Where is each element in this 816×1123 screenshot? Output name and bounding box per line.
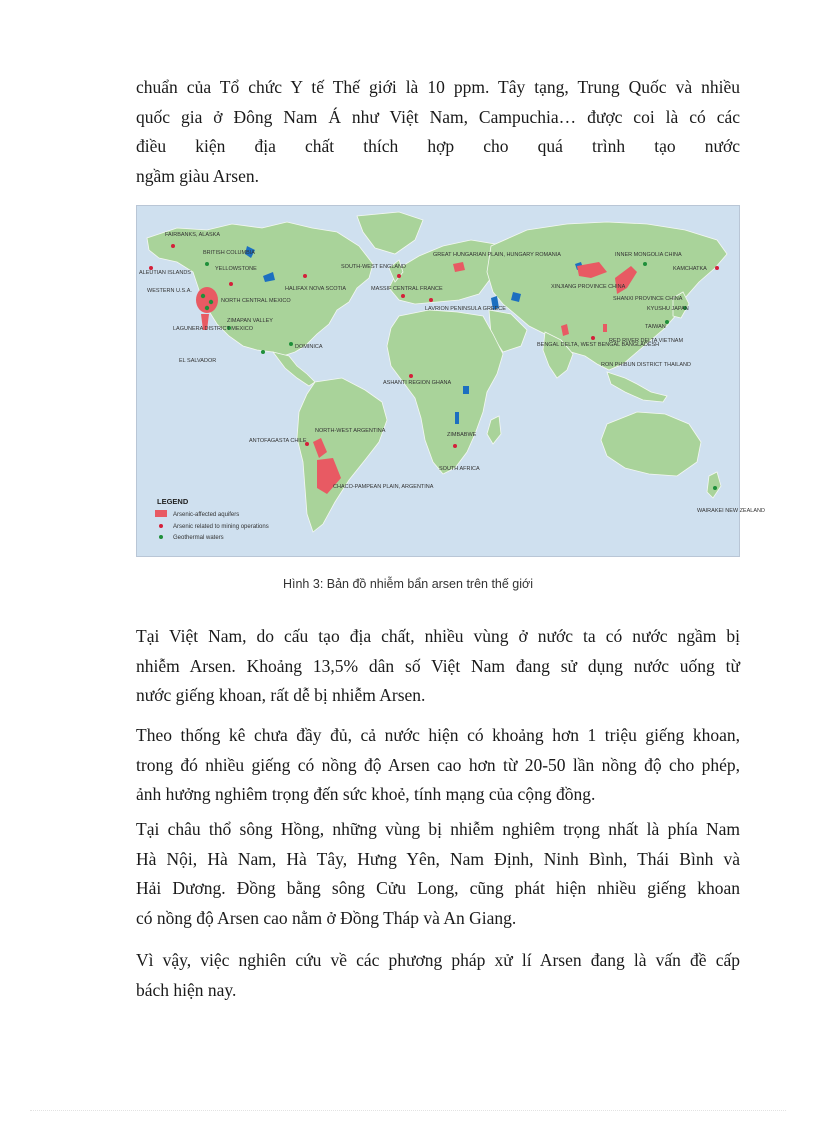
map-label: DOMINICA [295, 344, 323, 350]
text-line: Tại Việt Nam, do cấu tạo địa chất, nhiều vùng ở nước ta có nước ngầm bị [136, 626, 740, 646]
geothermal-site-dot [643, 262, 647, 266]
paragraph-red-river-delta [136, 815, 740, 933]
map-label: NORTH CENTRAL MEXICO [221, 298, 291, 304]
map-label: CHACO-PAMPEAN PLAIN, ARGENTINA [333, 484, 434, 490]
region-southeast-asia [607, 372, 667, 402]
map-label: RED RIVER DELTA VIETNAM [609, 338, 684, 344]
map-label: BRITISH COLUMBIA [203, 250, 255, 256]
map-label: MASSIF CENTRAL FRANCE [371, 286, 443, 292]
mining-site-dot [397, 274, 401, 278]
geothermal-site-dot [261, 350, 265, 354]
map-label: KYUSHU JAPAN [647, 306, 689, 312]
continent-australia [601, 412, 701, 476]
legend-item: Arsenic related to mining operations [173, 524, 269, 530]
map-label: ANTOFAGASTA CHILE [249, 438, 307, 444]
legend-item: Geothermal waters [173, 535, 224, 541]
legend-title: LEGEND [157, 497, 189, 506]
map-label: XINJIANG PROVINCE CHINA [551, 284, 626, 290]
map-label: LAVRION PENINSULA GREECE [425, 306, 506, 312]
legend-swatch-aquifer [155, 510, 167, 517]
lake-icon [455, 412, 459, 424]
map-legend [155, 497, 269, 541]
map-label: ASHANTI REGION GHANA [383, 380, 452, 386]
map-label: RON PHIBUN DISTRICT THAILAND [601, 362, 691, 368]
map-label: YELLOWSTONE [215, 266, 257, 272]
continent-south-america [297, 378, 387, 532]
mining-site-dot [171, 244, 175, 248]
geothermal-site-dot [201, 294, 205, 298]
text-line: ảnh hưởng nghiêm trọng đến sức khoẻ, tính mạng của cộng đồng. [136, 784, 596, 804]
mining-site-dot [303, 274, 307, 278]
mining-site-dot [229, 282, 233, 286]
map-label: WAIRAKEI NEW ZEALAND [697, 508, 765, 514]
map-label: BENGAL DELTA, WEST BENGAL BANGLADESH [537, 342, 660, 348]
mining-site-dot [591, 336, 595, 340]
text-line: bách hiện nay. [136, 979, 237, 1000]
geothermal-site-dot [289, 342, 293, 346]
paragraph-vietnam [136, 622, 740, 711]
map-label: ALEUTIAN ISLANDS [139, 270, 191, 276]
aquifer-vietnam [603, 324, 607, 332]
text-line: trong đó nhiều giếng có nồng độ Arsen cao hơn từ 20-50 lần nồng độ cho phép, [136, 754, 740, 775]
paragraph-statistics [136, 721, 740, 810]
geothermal-site-dot [205, 262, 209, 266]
island-madagascar [487, 416, 501, 444]
map-label: FAIRBANKS, ALASKA [165, 232, 221, 238]
text-line: nước giếng khoan, rất dễ bị nhiễm Arsen. [136, 685, 426, 705]
lake-icon [463, 386, 469, 394]
text-line: Hà Nội, Hà Nam, Hà Tây, Hưng Yên, Nam Định, Ninh Bình, Thái Bình và [136, 848, 740, 869]
map-label: SOUTH AFRICA [439, 466, 480, 472]
mining-site-dot [429, 298, 433, 302]
map-label: ZIMBABWE [447, 432, 477, 438]
map-label: TAIWAN [645, 324, 666, 330]
text-line: quốc gia ở Đông Nam Á như Việt Nam, Campuchia… được coi là có các [136, 106, 740, 127]
map-label: WESTERN U.S.A. [147, 288, 192, 294]
map-svg [137, 206, 765, 556]
map-label: EL SALVADOR [179, 358, 217, 364]
map-label: LAGUNERA DISTRICT MEXICO [173, 326, 253, 332]
mining-site-dot [715, 266, 719, 270]
world-arsenic-map [136, 205, 765, 557]
paragraph-conclusion [136, 946, 740, 1005]
map-label: ZIMAPAN VALLEY [227, 318, 273, 324]
map-label: SHANXI PROVINCE CHINA [613, 296, 683, 302]
geothermal-site-dot [713, 486, 717, 490]
map-label: INNER MONGOLIA CHINA [615, 252, 682, 258]
island-new-zealand [707, 472, 721, 498]
text-line: Hải Dương. Đồng bằng sông Cửu Long, cũng phát hiện nhiều giếng khoan [136, 878, 740, 898]
geothermal-site-dot [205, 306, 209, 310]
map-label: SOUTH-WEST ENGLAND [341, 264, 406, 270]
continent-central-america [273, 352, 315, 386]
mining-site-dot [401, 294, 405, 298]
continent-greenland [357, 212, 423, 254]
text-line: có nồng độ Arsen cao nằm ở Đồng Tháp và An Giang. [136, 907, 517, 928]
map-label: KAMCHATKA [673, 266, 707, 272]
map-label: GREAT HUNGARIAN PLAIN, HUNGARY ROMANIA [433, 252, 561, 258]
legend-swatch-mining [159, 524, 163, 528]
map-label: NORTH-WEST ARGENTINA [315, 428, 386, 434]
text-line: ngầm giàu Arsen. [136, 165, 259, 186]
geothermal-site-dot [209, 300, 213, 304]
text-line: nhiễm Arsen. Khoảng 13,5% dân số Việt Nam đang sử dụng nước uống từ [136, 655, 740, 676]
continent-africa [387, 310, 503, 474]
continent-europe [389, 240, 499, 304]
mining-site-dot [453, 444, 457, 448]
figure-caption: Hình 3: Bản đồ nhiễm bẩn arsen trên thế giới [282, 577, 534, 591]
paragraph-intro [136, 73, 740, 191]
text-line: Theo thống kê chưa đầy đủ, cả nước hiện có khoảng hơn 1 triệu giếng khoan, [136, 725, 740, 745]
mining-site-dot [409, 374, 413, 378]
page-footer-rule [30, 1110, 786, 1111]
text-line: Tại châu thổ sông Hồng, những vùng bị nhiễm nghiêm trọng nhất là phía Nam [136, 819, 740, 839]
text-line: chuẩn của Tổ chức Y tế Thế giới là 10 ppm. Tây tạng, Trung Quốc và nhiều [136, 77, 740, 97]
text-line: điều kiện địa chất thích hợp cho quá trình tạo nước [136, 136, 740, 156]
text-line: Vì vậy, việc nghiên cứu về các phương pháp xử lí Arsen đang là vấn đề cấp [136, 950, 740, 970]
legend-item: Arsenic-affected aquifers [173, 512, 240, 518]
map-label: HALIFAX NOVA SCOTIA [285, 286, 347, 292]
legend-swatch-geothermal [159, 535, 163, 539]
